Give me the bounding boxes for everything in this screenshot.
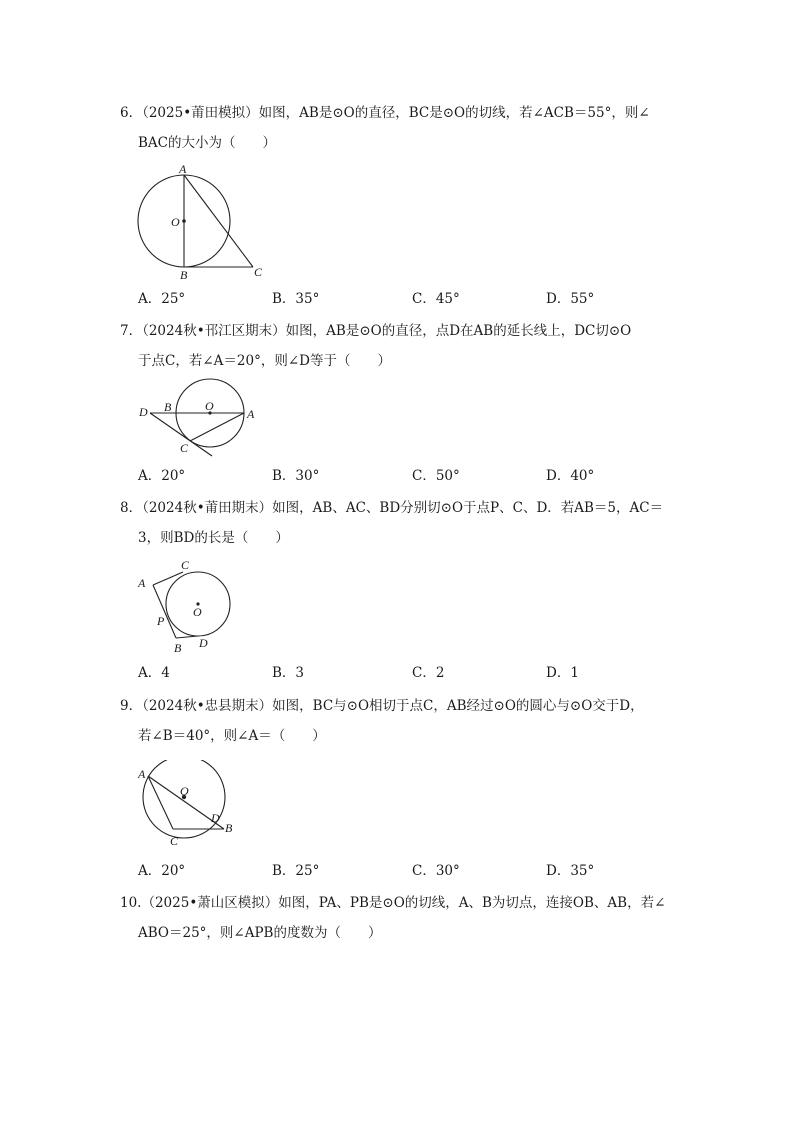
q9-line1: 9．（2024秋•忠县期末）如图，BC与⊙O相切于点C，AB经过⊙O的圆心与⊙O交于D， — [120, 698, 644, 714]
q6-label-a: A — [179, 162, 187, 176]
q8-option-c: C．2 — [412, 665, 445, 681]
q9-label-a: A — [138, 767, 146, 781]
q7-label-d: D — [139, 405, 148, 419]
q6-option-b: B．35° — [272, 291, 320, 307]
q8-line1: 8．（2024秋•莆田期末）如图，AB、AC、BD分别切⊙O于点P、C、D．若AB＝5，AC＝ — [120, 500, 664, 516]
q8-label-b: B — [174, 641, 182, 655]
q6-option-d: D．55° — [546, 291, 595, 307]
q8-label-p: P — [157, 614, 165, 628]
q6-line1: 6．（2025•莆田模拟）如图，AB是⊙O的直径，BC是⊙O的切线，若∠ACB＝55°，则∠ — [120, 105, 650, 121]
q9-label-b: B — [225, 821, 233, 835]
q9-option-b: B．25° — [272, 863, 320, 879]
q7-option-d: D．40° — [546, 468, 595, 484]
q7-label-b: B — [164, 400, 172, 414]
q8-label-o: O — [193, 605, 202, 619]
q8-option-d: D．1 — [546, 665, 579, 681]
q10-line2: ABO＝25°，则∠APB的度数为（ ） — [138, 925, 382, 941]
q9-option-c: C．30° — [412, 863, 460, 879]
q10-line1: 10.（2025•萧山区模拟）如图，PA、PB是⊙O的切线，A、B为切点，连接OB、AB，若∠ — [120, 895, 666, 911]
q7-figure — [134, 373, 264, 463]
q6-figure — [130, 160, 270, 282]
q9-label-o: O — [180, 784, 189, 798]
q7-label-c: C — [180, 441, 189, 455]
q7-label-o: O — [205, 399, 214, 413]
q8-figure — [134, 555, 244, 655]
q9-label-d: D — [211, 811, 220, 825]
q7-option-c: C．50° — [412, 468, 460, 484]
q8-label-c: C — [181, 558, 190, 572]
q9-label-c: C — [170, 834, 179, 848]
q7-label-a: A — [247, 407, 255, 421]
q7-option-a: A．20° — [138, 468, 186, 484]
q7-option-b: B．30° — [272, 468, 320, 484]
q9-option-d: D．35° — [546, 863, 595, 879]
q7-line1: 7．（2024秋•邗江区期末）如图，AB是⊙O的直径，点D在AB的延长线上，DC切⊙O — [120, 323, 632, 339]
q6-option-c: C．45° — [412, 291, 460, 307]
q8-option-a: A．4 — [138, 665, 170, 681]
q9-figure — [134, 760, 244, 850]
q8-option-b: B．3 — [272, 665, 305, 681]
q8-line2: 3，则BD的长是（ ） — [138, 530, 289, 546]
q6-label-b: B — [180, 268, 188, 282]
q7-line2: 于点C，若∠A＝20°，则∠D等于（ ） — [138, 353, 391, 369]
q8-label-a: A — [138, 576, 146, 590]
q6-label-o: O — [171, 215, 180, 229]
q9-line2: 若∠B＝40°，则∠A＝（ ） — [138, 728, 326, 744]
q6-line2: BAC的大小为（ ） — [138, 135, 276, 151]
q8-label-d: D — [199, 636, 208, 650]
q6-label-c: C — [254, 265, 263, 279]
q9-option-a: A．20° — [138, 863, 186, 879]
q6-option-a: A．25° — [138, 291, 186, 307]
